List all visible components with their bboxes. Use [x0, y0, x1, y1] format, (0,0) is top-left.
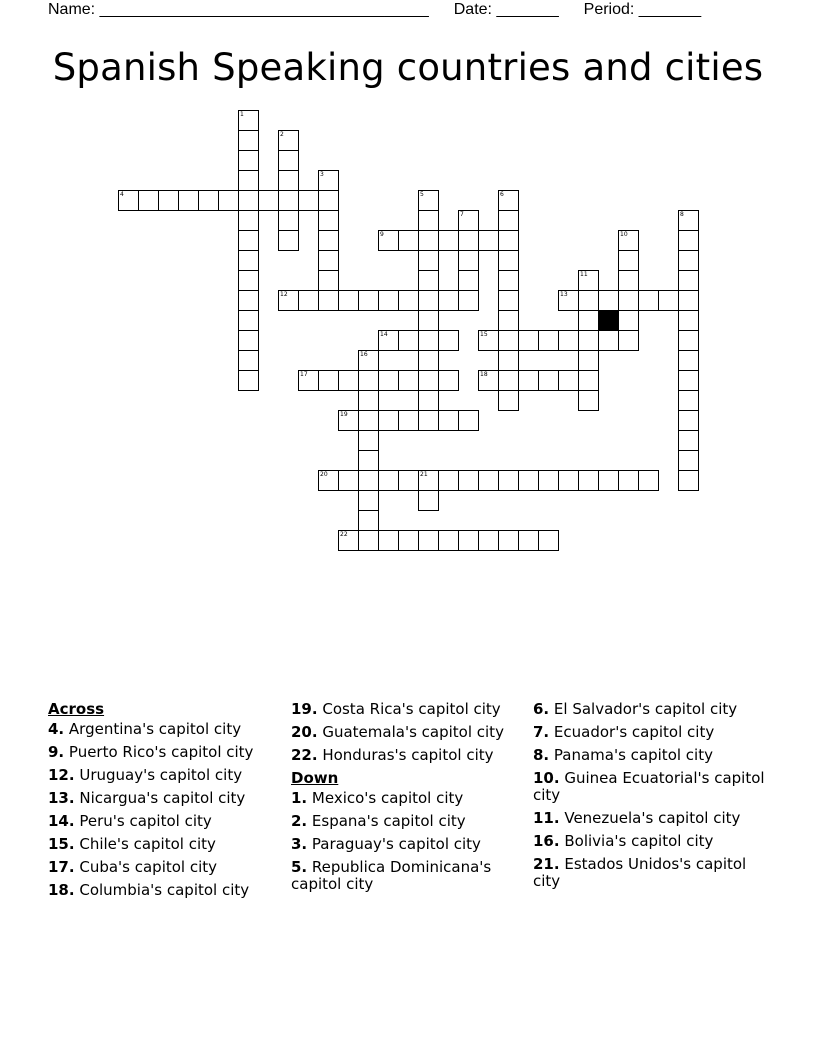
crossword-cell[interactable]	[358, 490, 379, 511]
crossword-cell[interactable]	[678, 250, 699, 271]
crossword-cell[interactable]	[438, 370, 459, 391]
clue-number: 14	[380, 331, 388, 338]
clue-number: 1	[240, 111, 244, 118]
crossword-cell[interactable]	[498, 330, 519, 351]
crossword-cell[interactable]	[678, 310, 699, 331]
clue-item-number: 13.	[48, 789, 75, 807]
crossword-cell[interactable]	[398, 410, 419, 431]
crossword-cell[interactable]	[418, 250, 439, 271]
crossword-cell[interactable]	[598, 290, 619, 311]
clue-item	[291, 747, 526, 764]
crossword-cell[interactable]	[238, 330, 259, 351]
date-label: Date:	[453, 1, 492, 18]
crossword-cell[interactable]	[438, 410, 459, 431]
clue-item-text: Costa Rica's capitol city	[317, 700, 501, 718]
crossword-cell[interactable]	[418, 270, 439, 291]
crossword-cell[interactable]	[438, 330, 459, 351]
crossword-cell[interactable]	[478, 530, 499, 551]
clues-column-2	[291, 701, 526, 899]
name-label: Name:	[48, 1, 96, 18]
crossword-cell[interactable]	[578, 270, 599, 291]
crossword-cell[interactable]	[198, 190, 219, 211]
clue-item-number: 8.	[533, 746, 550, 764]
crossword-cell[interactable]	[318, 290, 339, 311]
clue-number: 22	[340, 531, 348, 538]
crossword-cell[interactable]	[578, 330, 599, 351]
clue-item	[48, 882, 283, 899]
crossword-cell[interactable]	[358, 290, 379, 311]
crossword-cell[interactable]	[318, 470, 339, 491]
clue-item-text: Cuba's capitol city	[74, 858, 218, 876]
crossword-cell[interactable]	[538, 330, 559, 351]
crossword-cell[interactable]	[678, 390, 699, 411]
crossword-cell[interactable]	[538, 530, 559, 551]
crossword-cell[interactable]	[298, 190, 319, 211]
clue-number: 6	[500, 191, 504, 198]
crossword-cell[interactable]	[218, 190, 239, 211]
clue-item	[48, 790, 283, 807]
crossword-cell[interactable]	[498, 250, 519, 271]
crossword-cell[interactable]	[418, 290, 439, 311]
crossword-cell[interactable]	[578, 370, 599, 391]
clue-item	[48, 767, 283, 784]
crossword-cell[interactable]	[238, 270, 259, 291]
clue-item	[533, 724, 768, 741]
clue-number: 16	[360, 351, 368, 358]
crossword-cell[interactable]	[378, 290, 399, 311]
crossword-cell[interactable]	[578, 350, 599, 371]
clue-item-text: Chile's capitol city	[74, 835, 216, 853]
clue-item-number: 11.	[533, 809, 560, 827]
crossword-cell[interactable]	[578, 310, 599, 331]
crossword-cell[interactable]	[498, 350, 519, 371]
crossword-cell[interactable]	[318, 370, 339, 391]
clue-item-text: Panama's capitol city	[549, 746, 713, 764]
crossword-cell[interactable]	[418, 410, 439, 431]
clue-item-number: 18.	[48, 881, 75, 899]
crossword-cell[interactable]	[398, 330, 419, 351]
crossword-cell[interactable]	[458, 290, 479, 311]
crossword-cell[interactable]	[358, 470, 379, 491]
clue-item	[291, 724, 526, 741]
crossword-cell[interactable]	[318, 230, 339, 251]
clue-number: 5	[420, 191, 424, 198]
crossword-cell[interactable]	[238, 130, 259, 151]
clue-number: 3	[320, 171, 324, 178]
clue-item-text: Puerto Rico's capitol city	[64, 743, 254, 761]
crossword-cell[interactable]	[518, 530, 539, 551]
crossword-cell[interactable]	[478, 230, 499, 251]
clue-item-text: Estados Unidos's capitol city	[533, 855, 747, 890]
crossword-cell[interactable]	[378, 410, 399, 431]
crossword-cell[interactable]	[398, 470, 419, 491]
clue-number: 21	[420, 471, 428, 478]
clue-item-text: Argentina's capitol city	[64, 720, 242, 738]
crossword-cell[interactable]	[638, 290, 659, 311]
clue-number: 4	[120, 191, 124, 198]
crossword-cell[interactable]	[358, 390, 379, 411]
crossword-cell[interactable]	[678, 230, 699, 251]
crossword-cell[interactable]	[678, 410, 699, 431]
clue-number: 18	[480, 371, 488, 378]
crossword-cell[interactable]	[238, 170, 259, 191]
crossword-cell[interactable]	[238, 250, 259, 271]
clue-item-text: Nicargua's capitol city	[74, 789, 246, 807]
clue-item-text: Espana's capitol city	[307, 812, 466, 830]
crossword-cell[interactable]	[358, 370, 379, 391]
crossword-cell[interactable]	[418, 190, 439, 211]
crossword-cell[interactable]	[278, 170, 299, 191]
name-line[interactable]: _____________________________________	[99, 1, 429, 18]
crossword-cell[interactable]	[298, 290, 319, 311]
clue-item-number: 6.	[533, 700, 550, 718]
crossword-cell[interactable]	[678, 470, 699, 491]
crossword-cell[interactable]	[498, 270, 519, 291]
crossword-cell[interactable]	[318, 270, 339, 291]
crossword-cell[interactable]	[278, 130, 299, 151]
crossword-cell[interactable]	[418, 230, 439, 251]
clue-number: 17	[300, 371, 308, 378]
clue-item-number: 14.	[48, 812, 75, 830]
clue-section-heading: Down	[291, 769, 339, 787]
clue-item	[533, 833, 768, 850]
crossword-cell[interactable]	[498, 370, 519, 391]
clue-number: 2	[280, 131, 284, 138]
crossword-cell[interactable]	[618, 250, 639, 271]
clue-item	[291, 813, 526, 830]
clue-number: 12	[280, 291, 288, 298]
period-line[interactable]: _______	[638, 1, 702, 18]
clue-item	[48, 721, 283, 738]
crossword-cell[interactable]	[318, 210, 339, 231]
crossword-cell[interactable]	[238, 150, 259, 171]
clue-item-text: Paraguay's capitol city	[307, 835, 481, 853]
clue-item-number: 20.	[291, 723, 318, 741]
crossword-cell[interactable]	[678, 210, 699, 231]
clue-section-heading: Across	[48, 700, 105, 718]
period-label: Period:	[583, 1, 635, 18]
crossword-cell[interactable]	[558, 290, 579, 311]
crossword-cell[interactable]	[398, 290, 419, 311]
crossword-cell[interactable]	[338, 530, 359, 551]
crossword-cell[interactable]	[478, 330, 499, 351]
crossword-cell[interactable]	[158, 190, 179, 211]
crossword-cell[interactable]	[538, 370, 559, 391]
crossword-cell[interactable]	[518, 470, 539, 491]
clue-item-text: Guinea Ecuatorial's capitol city	[533, 769, 765, 804]
crossword-cell[interactable]	[238, 290, 259, 311]
crossword-cell[interactable]	[398, 530, 419, 551]
crossword-cell[interactable]	[558, 330, 579, 351]
crossword-cell[interactable]	[438, 290, 459, 311]
crossword-cell[interactable]	[398, 370, 419, 391]
crossword-cell[interactable]	[238, 230, 259, 251]
crossword-cell[interactable]	[598, 470, 619, 491]
crossword-cell[interactable]	[618, 230, 639, 251]
clue-item-number: 7.	[533, 723, 550, 741]
crossword-cell[interactable]	[358, 430, 379, 451]
clue-item-text: Guatemala's capitol city	[317, 723, 504, 741]
crossword-cell[interactable]	[618, 470, 639, 491]
clue-item-number: 12.	[48, 766, 75, 784]
crossword-cell[interactable]	[438, 470, 459, 491]
crossword-cell[interactable]	[638, 470, 659, 491]
crossword-cell[interactable]	[338, 290, 359, 311]
crossword-cell[interactable]	[458, 470, 479, 491]
crossword-cell[interactable]	[418, 490, 439, 511]
clue-item-number: 10.	[533, 769, 560, 787]
crossword-cell[interactable]	[418, 350, 439, 371]
crossword-cell[interactable]	[678, 330, 699, 351]
crossword-cell[interactable]	[338, 470, 359, 491]
crossword-cell[interactable]	[418, 390, 439, 411]
crossword-cell[interactable]	[278, 210, 299, 231]
clue-item	[48, 836, 283, 853]
clue-item-number: 4.	[48, 720, 65, 738]
clue-item-text: Bolivia's capitol city	[559, 832, 714, 850]
clue-number: 8	[680, 211, 684, 218]
clue-item-number: 22.	[291, 746, 318, 764]
crossword-cell[interactable]	[358, 530, 379, 551]
crossword-cell[interactable]	[658, 290, 679, 311]
crossword-cell[interactable]	[458, 410, 479, 431]
clue-item-number: 16.	[533, 832, 560, 850]
crossword-cell[interactable]	[498, 310, 519, 331]
crossword-cell[interactable]	[378, 530, 399, 551]
crossword-cell[interactable]	[318, 190, 339, 211]
crossword-cell[interactable]	[678, 430, 699, 451]
crossword-cell[interactable]	[238, 210, 259, 231]
crossword-cell[interactable]	[258, 190, 279, 211]
clue-item-text: El Salvador's capitol city	[549, 700, 738, 718]
crossword-cell[interactable]	[238, 310, 259, 331]
crossword-cell[interactable]	[318, 250, 339, 271]
crossword-cell[interactable]	[358, 450, 379, 471]
clue-item-number: 2.	[291, 812, 308, 830]
crossword-cell[interactable]	[618, 270, 639, 291]
crossword-cell[interactable]	[678, 370, 699, 391]
crossword-block	[598, 310, 619, 331]
crossword-cell[interactable]	[418, 530, 439, 551]
clue-item-text: Columbia's capitol city	[74, 881, 250, 899]
clue-item-text: Honduras's capitol city	[317, 746, 494, 764]
crossword-cell[interactable]	[238, 110, 259, 131]
clue-item	[291, 701, 526, 718]
crossword-cell[interactable]	[498, 470, 519, 491]
crossword-cell[interactable]	[418, 330, 439, 351]
clue-item-number: 19.	[291, 700, 318, 718]
crossword-cell[interactable]	[458, 210, 479, 231]
crossword-cell[interactable]	[338, 370, 359, 391]
crossword-cell[interactable]	[458, 270, 479, 291]
crossword-cell[interactable]	[478, 370, 499, 391]
crossword-cell[interactable]	[498, 290, 519, 311]
crossword-cell[interactable]	[418, 310, 439, 331]
clue-item	[48, 744, 283, 761]
crossword-cell[interactable]	[418, 370, 439, 391]
clue-item-number: 9.	[48, 743, 65, 761]
crossword-cell[interactable]	[618, 330, 639, 351]
clue-item	[48, 813, 283, 830]
crossword-cell[interactable]	[378, 230, 399, 251]
crossword-cell[interactable]	[418, 470, 439, 491]
crossword-cell[interactable]	[578, 470, 599, 491]
crossword-cell[interactable]	[578, 290, 599, 311]
clue-number: 19	[340, 411, 348, 418]
clue-item-text: Republica Dominicana's capitol city	[291, 858, 492, 893]
clue-number: 9	[380, 231, 384, 238]
clue-number: 15	[480, 331, 488, 338]
crossword-cell[interactable]	[458, 530, 479, 551]
crossword-cell[interactable]	[118, 190, 139, 211]
clues-column-1	[48, 701, 283, 905]
crossword-cell[interactable]	[598, 330, 619, 351]
crossword-cell[interactable]	[238, 350, 259, 371]
clue-item	[48, 859, 283, 876]
clue-item-number: 15.	[48, 835, 75, 853]
crossword-cell[interactable]	[438, 230, 459, 251]
crossword-cell[interactable]	[498, 530, 519, 551]
clue-item	[291, 836, 526, 853]
clue-number: 20	[320, 471, 328, 478]
clue-number: 13	[560, 291, 568, 298]
crossword-cell[interactable]	[358, 350, 379, 371]
clue-item-number: 5.	[291, 858, 308, 876]
crossword-cell[interactable]	[278, 290, 299, 311]
crossword-cell[interactable]	[358, 510, 379, 531]
page-title: Spanish Speaking countries and cities	[52, 46, 764, 89]
crossword-cell[interactable]	[498, 230, 519, 251]
clue-item-number: 3.	[291, 835, 308, 853]
crossword-cell[interactable]	[418, 210, 439, 231]
crossword-cell[interactable]	[438, 530, 459, 551]
crossword-cell[interactable]	[278, 190, 299, 211]
crossword-cell[interactable]	[378, 370, 399, 391]
crossword-cell[interactable]	[498, 190, 519, 211]
crossword-cell[interactable]	[398, 230, 419, 251]
clue-item-number: 17.	[48, 858, 75, 876]
clue-item	[533, 770, 768, 804]
clue-item-number: 21.	[533, 855, 560, 873]
clues-column-3	[533, 701, 768, 896]
clue-number: 10	[620, 231, 628, 238]
crossword-cell[interactable]	[298, 370, 319, 391]
crossword-cell[interactable]	[618, 290, 639, 311]
crossword-cell[interactable]	[378, 470, 399, 491]
clue-item-text: Mexico's capitol city	[307, 789, 464, 807]
crossword-cell[interactable]	[558, 470, 579, 491]
crossword-cell[interactable]	[178, 190, 199, 211]
crossword-cell[interactable]	[278, 230, 299, 251]
clue-item	[291, 790, 526, 807]
crossword-cell[interactable]	[538, 470, 559, 491]
crossword-cell[interactable]	[458, 250, 479, 271]
crossword-cell[interactable]	[518, 370, 539, 391]
clue-item	[533, 701, 768, 718]
crossword-cell[interactable]	[498, 210, 519, 231]
crossword-cell[interactable]	[558, 370, 579, 391]
crossword-cell[interactable]	[138, 190, 159, 211]
clue-item-text: Uruguay's capitol city	[74, 766, 243, 784]
clue-item-number: 1.	[291, 789, 308, 807]
crossword-cell[interactable]	[458, 230, 479, 251]
clue-item	[291, 859, 526, 893]
crossword-cell[interactable]	[678, 350, 699, 371]
crossword-cell[interactable]	[318, 170, 339, 191]
crossword-cell[interactable]	[238, 370, 259, 391]
clue-item-text: Ecuador's capitol city	[549, 723, 715, 741]
clue-item	[533, 810, 768, 827]
crossword-cell[interactable]	[518, 330, 539, 351]
crossword-cell[interactable]	[278, 150, 299, 171]
clue-item-text: Peru's capitol city	[74, 812, 212, 830]
crossword-cell[interactable]	[678, 270, 699, 291]
clue-number: 11	[580, 271, 588, 278]
crossword-cell[interactable]	[578, 390, 599, 411]
crossword-cell[interactable]	[338, 410, 359, 431]
clue-item-text: Venezuela's capitol city	[559, 809, 741, 827]
crossword-cell[interactable]	[498, 390, 519, 411]
crossword-cell[interactable]	[358, 410, 379, 431]
crossword-cell[interactable]	[378, 330, 399, 351]
crossword-cell[interactable]	[618, 310, 639, 331]
crossword-cell[interactable]	[478, 470, 499, 491]
date-line[interactable]: _______	[496, 1, 559, 18]
crossword-cell[interactable]	[678, 450, 699, 471]
clue-item	[533, 856, 768, 890]
clue-item	[533, 747, 768, 764]
crossword-cell[interactable]	[678, 290, 699, 311]
crossword-cell[interactable]	[238, 190, 259, 211]
clue-number: 7	[460, 211, 464, 218]
